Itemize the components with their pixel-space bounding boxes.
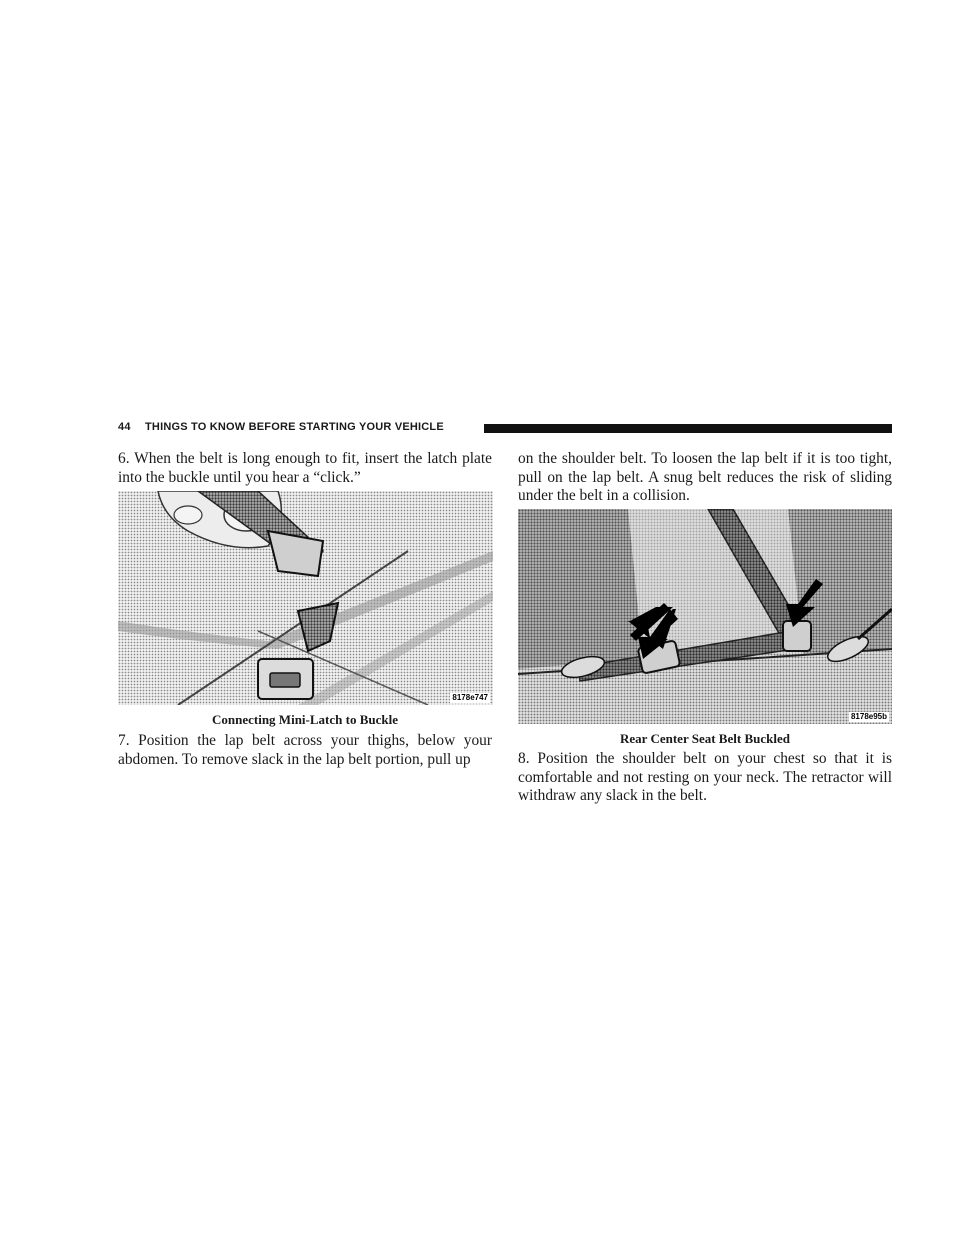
step-7-text: 7. Position the lap belt across your thighs, below your abdomen. To remove slack in the lap belt portion, pull up	[118, 732, 492, 768]
header-rule	[484, 424, 892, 433]
figure-caption: Connecting Mini-Latch to Buckle	[212, 712, 398, 727]
figure-code: 8178e747	[452, 693, 488, 702]
step-7-continued-text: on the shoulder belt. To loosen the lap belt if it is too tight, pull on the lap belt. A snug belt reduces the risk of sliding under the belt in a collision.	[518, 450, 892, 504]
page-header	[118, 419, 892, 435]
figure-mini-latch	[118, 491, 493, 705]
figure-code: 8178e95b	[850, 712, 887, 721]
section-title: THINGS TO KNOW BEFORE STARTING YOUR VEHICLE	[145, 421, 444, 433]
mini-latch-illustration	[118, 491, 493, 705]
rear-belt-illustration	[518, 509, 892, 724]
figure-rear-center-belt	[518, 509, 892, 724]
figure-caption: Rear Center Seat Belt Buckled	[620, 731, 790, 746]
step-6-text: 6. When the belt is long enough to fit, insert the latch plate into the buckle until you hear a “click.”	[118, 450, 492, 486]
page-number: 44	[118, 421, 131, 433]
step-8-text: 8. Position the shoulder belt on your chest so that it is comfortable and not resting on your neck. The retractor will withdraw any slack in the belt.	[518, 750, 892, 804]
